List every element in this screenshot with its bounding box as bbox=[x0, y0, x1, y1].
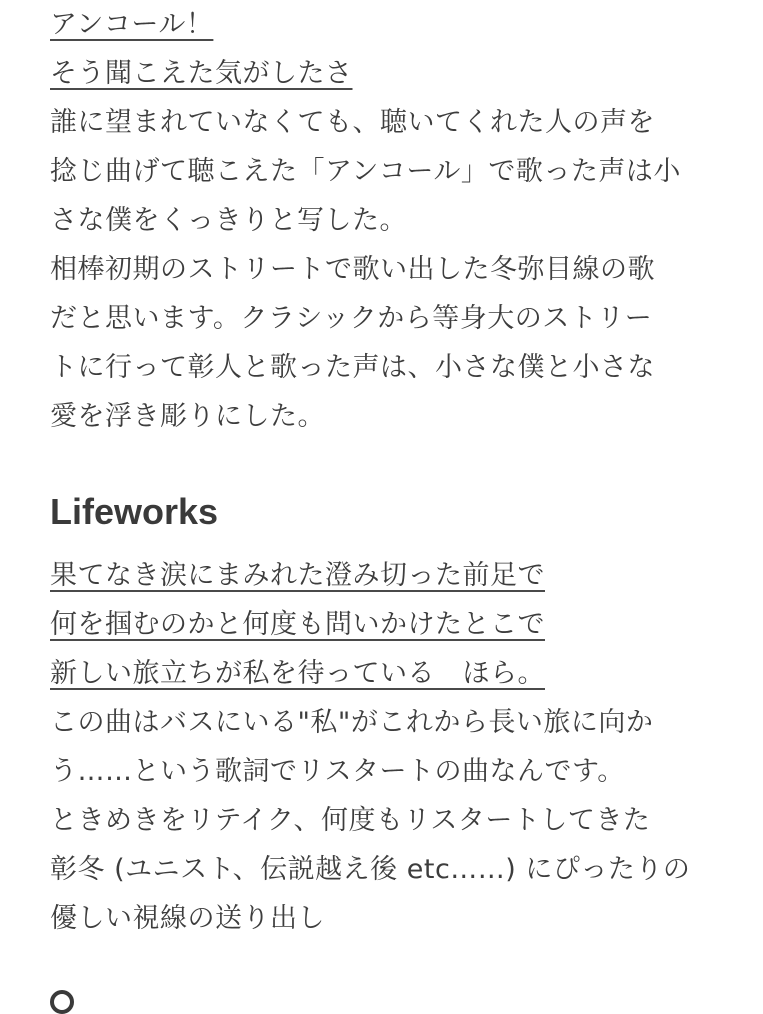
commentary-line: この曲はバスにいる"私"がこれから長い旅に向か bbox=[50, 707, 654, 738]
commentary-line: さな僕をくっきりと写した。 bbox=[50, 205, 407, 236]
commentary-line: 誰に望まれていなくても、聴いてくれた人の声を bbox=[50, 107, 655, 138]
commentary-line: う……という歌詞でリスタートの曲なんです。 bbox=[50, 756, 625, 787]
lyric-quote-line: アンコール！ bbox=[50, 9, 214, 40]
next-heading-partial bbox=[50, 990, 74, 1014]
commentary-line: ときめきをリテイク、何度もリスタートしてきた bbox=[50, 805, 651, 836]
commentary-line: 優しい視線の送り出し bbox=[50, 903, 325, 934]
commentary-line: トに行って彰人と歌った声は、小さな僕と小さな bbox=[50, 352, 655, 383]
commentary-line: 相棒初期のストリートで歌い出した冬弥目線の歌 bbox=[50, 254, 655, 285]
lyric-quote-line: そう聞こえた気がしたさ bbox=[50, 58, 353, 89]
commentary-line: 愛を浮き彫りにした。 bbox=[50, 401, 325, 432]
commentary-line: 捻じ曲げて聴こえた「アンコール」で歌った声は小 bbox=[50, 156, 681, 187]
lyric-quote-line: 果てなき涙にまみれた澄み切った前足で bbox=[50, 560, 545, 591]
lyric-quote-line: 何を掴むのかと何度も問いかけたとこで bbox=[50, 609, 545, 640]
commentary-line: 彰冬 (ユニスト、伝説越え後 etc……) にぴったりの bbox=[50, 854, 691, 885]
lyric-quote-line: 新しい旅立ちが私を待っている ほら。 bbox=[50, 658, 545, 689]
song-heading: Lifeworks bbox=[50, 491, 219, 532]
commentary-line: だと思います。クラシックから等身大のストリー bbox=[50, 303, 653, 334]
